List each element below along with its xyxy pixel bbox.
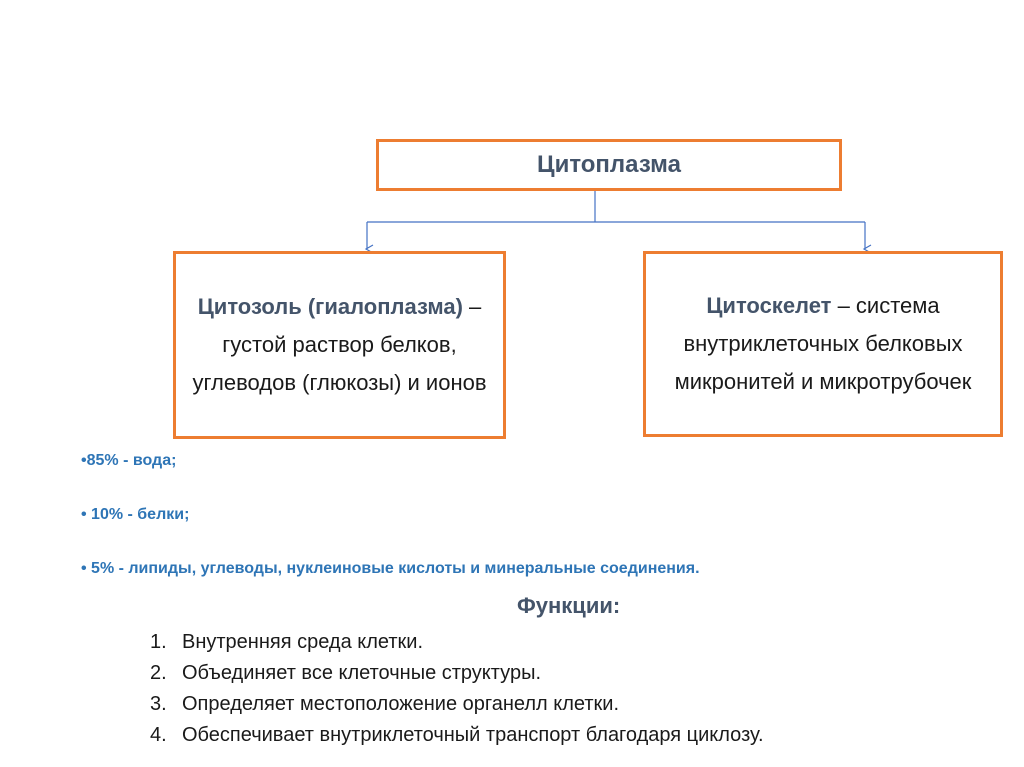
cytoskeleton-definition: – система внутриклеточных белковых микронитей и микротрубочек xyxy=(674,293,972,394)
function-text: Обеспечивает внутриклеточный транспорт благодаря циклозу. xyxy=(182,724,764,746)
function-item xyxy=(150,689,764,720)
cytosol-definition: – густой раствор белков, углеводов (глюкозы) и ионов xyxy=(192,294,487,395)
cytoplasm-title: Цитоплазма xyxy=(537,151,681,178)
function-item xyxy=(150,720,764,751)
cytoskeleton-box xyxy=(643,251,1003,437)
cytosol-term: Цитозоль (гиалоплазма) xyxy=(197,294,463,319)
function-text: Объединяет все клеточные структуры. xyxy=(182,662,541,684)
function-item xyxy=(150,658,764,689)
function-item xyxy=(150,627,764,658)
function-text: Определяет местоположение органелл клетки. xyxy=(182,693,620,715)
cytosol-box xyxy=(173,251,506,439)
composition-other: • 5% - липиды, углеводы, нуклеиновые кислоты и минеральные соединения. xyxy=(81,560,700,577)
function-number: 3. xyxy=(150,693,167,715)
cytosol-description xyxy=(186,288,493,402)
cytoplasm-box xyxy=(376,139,842,191)
composition-proteins: • 10% - белки; xyxy=(81,506,190,523)
function-number: 1. xyxy=(150,631,167,653)
cytoskeleton-description xyxy=(656,287,990,401)
functions-heading: Функции: xyxy=(517,593,621,618)
cytoskeleton-term: Цитоскелет xyxy=(706,293,832,318)
function-text: Внутренняя среда клетки. xyxy=(182,631,423,653)
function-number: 4. xyxy=(150,724,167,746)
functions-list xyxy=(150,627,764,751)
composition-water: •85% - вода; xyxy=(81,452,177,469)
function-number: 2. xyxy=(150,662,167,684)
